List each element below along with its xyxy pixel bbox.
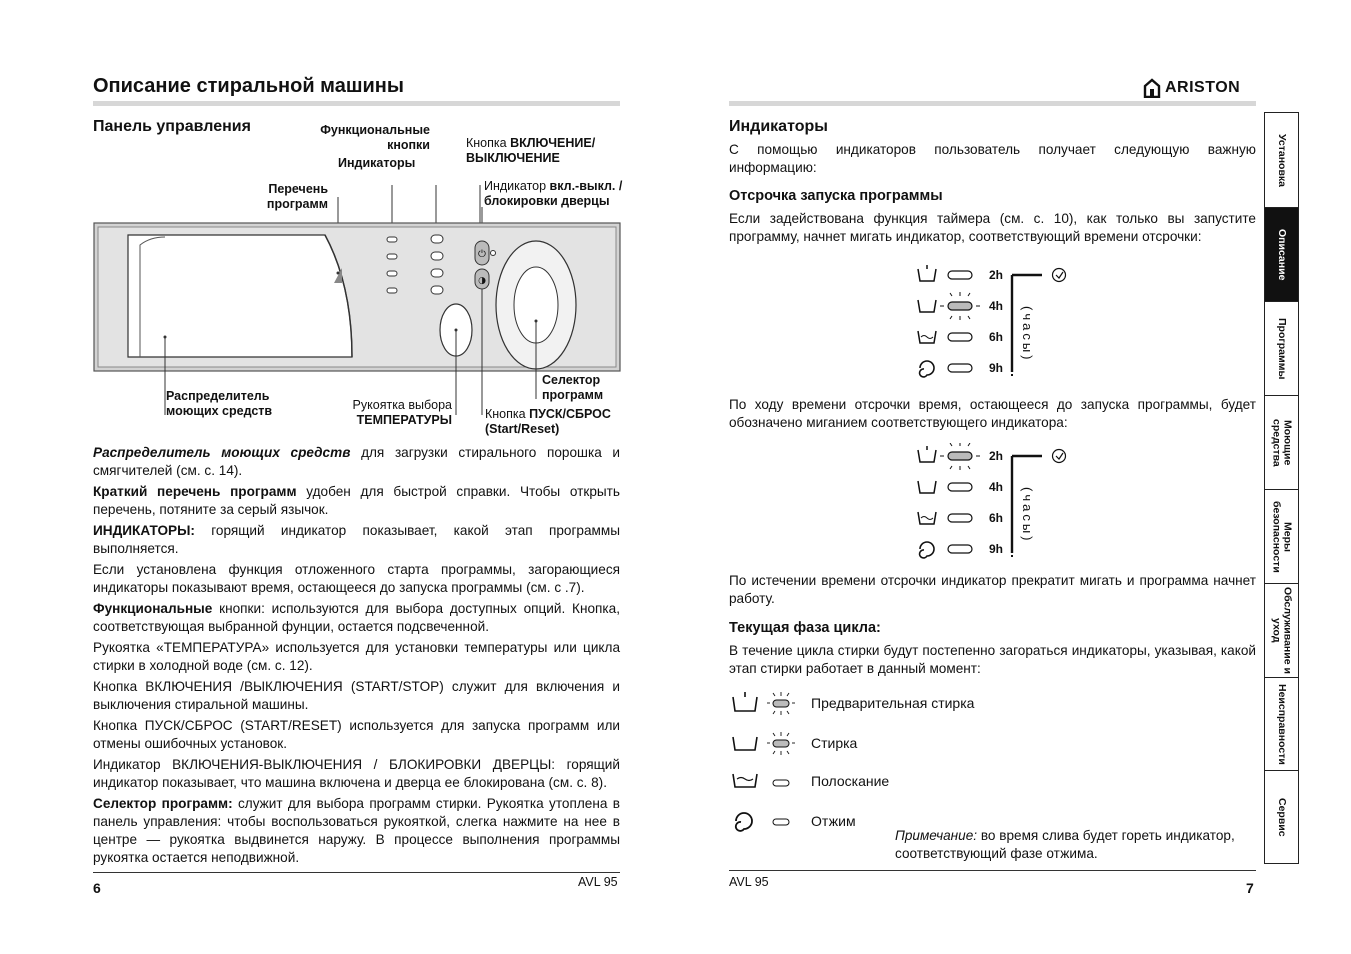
phase-text: В течение цикла стирки будут постепенно загораться индикаторы, указывая, какой этап стирки работает в данный момент:: [729, 643, 1256, 676]
right-page-number: 7: [1246, 880, 1254, 896]
ariston-house-icon: [1143, 78, 1161, 98]
left-page-number: 6: [93, 880, 101, 896]
phase-wash: Стирка: [811, 735, 858, 751]
progress-text: По ходу времени отсрочки время, остающееся до запуска программы, будет обозначено миганием соответствующего индикатора:: [729, 397, 1256, 430]
hour-4h: 4h: [989, 299, 1004, 313]
hour-6h-b: 6h: [989, 511, 1004, 525]
para-start-reset: Кнопка ПУСК/СБРОС (START/RESET) используется для запуска программ или отмены ошибочных установок.: [93, 718, 620, 751]
control-panel-heading: Панель управления: [93, 118, 251, 135]
ariston-logo: [1143, 78, 1240, 98]
label-selector: Селектор программ: [542, 373, 604, 402]
label-temp-knob: Рукоятка выбора ТЕМПЕРАТУРЫ: [352, 398, 452, 427]
phase-rinse: Полоскание: [811, 773, 890, 789]
delay-text: Если задействована функция таймера (см. с. 10), как только вы запустите программу, начнет мигать индикатор, соответствующий времени отсрочки:: [729, 211, 1256, 244]
phase-heading: Текущая фаза цикла:: [729, 620, 881, 636]
hours-label-b: (часы): [1020, 487, 1035, 544]
tab-description[interactable]: Описание: [1265, 208, 1298, 302]
right-footer-rule: [729, 870, 1256, 871]
para-selector: Селектор программ: служит для выбора программ стирки. Рукоятка утоплена в панель управления: чтобы воспользоваться рукояткой, слегка нажмите на нее в центре — рукоятка выдвинется наружу. В процессе выполнения программы рукоятка остается неподвижной.: [93, 796, 620, 865]
label-func-buttons: Функциональные кнопки: [320, 123, 430, 152]
hour-2h: 2h: [989, 268, 1004, 282]
para-func-buttons: Функциональные кнопки: используются для выбора доступных опций. Кнопка, соответствующая выбранной фунции, остается подсвеченной.: [93, 601, 620, 634]
timer-diagram-1: [912, 262, 1072, 382]
para-delayed-start: Если установлена функция отложенного старта программы, загорающиеся индикаторы показывают время, остающееся до запуска программы (см. с .7).: [93, 562, 620, 595]
left-model: AVL 95: [578, 875, 618, 889]
para-temperature: Рукоятка «ТЕМПЕРАТУРА» используется для установки температуры или цикла стирки в холодной воде (см. с. 12).: [93, 640, 620, 673]
label-indicators: Индикаторы: [338, 156, 416, 170]
svg-text:⏻: ⏻: [478, 249, 486, 260]
para-indicators: ИНДИКАТОРЫ: горящий индикатор показывает, какой этап программы выполняется.: [93, 523, 620, 556]
left-title-rule: [93, 101, 620, 106]
delay-heading: Отсрочка запуска программы: [729, 188, 943, 204]
left-body-text: [93, 444, 620, 867]
tab-service[interactable]: Сервис: [1276, 797, 1288, 837]
para-start-stop: Кнопка ВКЛЮЧЕНИЯ /ВЫКЛЮЧЕНИЯ (START/STOP) служит для включения и выключения стиральной машины.: [93, 679, 620, 712]
phase-prewash: Предварительная стирка: [811, 695, 975, 711]
hour-9h: 9h: [989, 361, 1004, 375]
end-delay-text: По истечении времени отсрочки индикатор прекратит мигать и программа начнет работу.: [729, 573, 1256, 606]
tab-detergents[interactable]: Моющие средства: [1265, 396, 1298, 490]
section-tabs: [1264, 112, 1299, 864]
svg-text:◑: ◑: [478, 276, 486, 286]
hour-4h-b: 4h: [989, 480, 1004, 494]
hour-2h-b: 2h: [989, 449, 1004, 463]
hour-6h: 6h: [989, 330, 1004, 344]
brand-name: ARISTON: [1165, 79, 1241, 96]
label-lock-indicator: Индикатор вкл.-выкл. /блокировки дверцы: [484, 179, 623, 208]
phase-icons: [728, 688, 803, 838]
control-panel-drawing: [90, 185, 625, 415]
label-reset-button: Кнопка ПУСК/СБРОС (Start/Reset): [485, 407, 611, 436]
spin-note: Примечание: во время слива будет гореть индикатор, соответствующий фазе отжима.: [895, 828, 1235, 861]
tab-safety[interactable]: Меры безопасности: [1265, 490, 1298, 584]
indicators-heading: Индикаторы: [729, 118, 828, 135]
left-page-title: Описание стиральной машины: [93, 75, 404, 97]
tab-maintenance[interactable]: Обслуживание и уход: [1265, 584, 1298, 678]
label-dispenser: Распределитель моющих средств: [166, 389, 273, 418]
tab-installation[interactable]: Установка: [1265, 113, 1298, 208]
label-program-list: Перечень программ: [266, 182, 328, 211]
tab-programs[interactable]: Программы: [1265, 302, 1298, 396]
phase-spin: Отжим: [811, 813, 856, 829]
left-footer-rule: [93, 872, 620, 873]
para-dispenser: Распределитель моющих средств для загрузки стирального порошка и смягчителей (см. с. 14).: [93, 445, 620, 478]
hours-label: (часы): [1020, 306, 1035, 363]
right-title-rule: [729, 101, 1256, 106]
hour-9h-b: 9h: [989, 542, 1004, 556]
tab-troubleshooting[interactable]: Неисправности: [1265, 678, 1298, 771]
label-onoff-button: Кнопка ВКЛЮЧЕНИЕ/ ВЫКЛЮЧЕНИЕ: [466, 136, 596, 165]
right-model: AVL 95: [729, 875, 769, 889]
para-door-lock: Индикатор ВКЛЮЧЕНИЯ-ВЫКЛЮЧЕНИЯ / БЛОКИРОВКИ ДВЕРЦЫ: горящий индикатор показывает, что машина включена и дверца ее блокирована (см. с. 8).: [93, 757, 620, 790]
indicators-intro: С помощью индикаторов пользователь получает следующую важную информацию:: [729, 142, 1256, 175]
para-program-list: Краткий перечень программ удобен для быстрой справки. Чтобы открыть перечень, потяните за серый язычок.: [93, 484, 620, 517]
timer-diagram-2: [912, 443, 1072, 563]
